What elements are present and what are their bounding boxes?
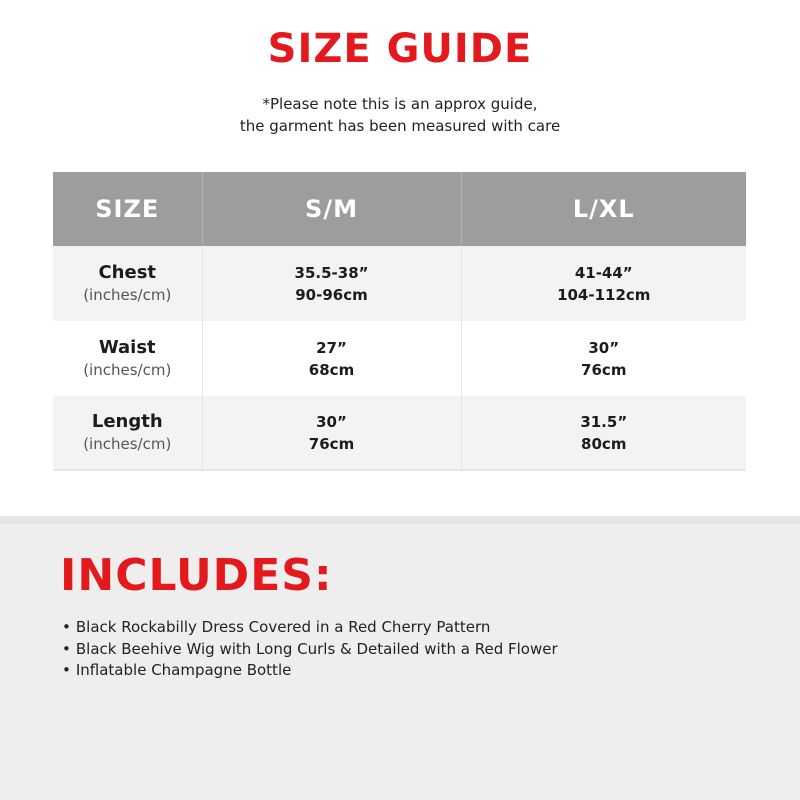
sm-cell <box>202 321 461 396</box>
bullet-icon: • <box>62 639 71 658</box>
measure-cm: 90-96cm <box>295 285 368 304</box>
size-note-line: *Please note this is an approx guide, <box>262 95 538 113</box>
list-item <box>62 639 558 661</box>
row-label-cell <box>53 396 202 470</box>
table-header-row <box>53 172 746 246</box>
size-table <box>53 172 746 471</box>
measure-cm: 68cm <box>308 360 355 379</box>
row-unit: (inches/cm) <box>83 360 172 379</box>
list-item <box>62 660 558 682</box>
measure-inches: 30” <box>316 412 347 431</box>
measure-cm: 76cm <box>308 434 355 453</box>
sm-cell <box>202 396 461 470</box>
row-label-cell <box>53 321 202 396</box>
measure-cm: 80cm <box>581 434 627 453</box>
measure-cm: 104-112cm <box>557 285 651 304</box>
sm-cell <box>202 246 461 321</box>
list-item-text: Black Beehive Wig with Long Curls & Detailed with a Red Flower <box>75 639 558 658</box>
size-note <box>0 93 800 137</box>
row-unit: (inches/cm) <box>83 434 172 453</box>
size-note-line: the garment has been measured with care <box>239 117 561 135</box>
page-title: SIZE GUIDE <box>267 26 533 72</box>
measure-inches: 41-44” <box>574 263 633 282</box>
row-label: Waist <box>98 336 156 358</box>
measure-inches: 30” <box>588 338 620 357</box>
row-label: Chest <box>98 261 157 283</box>
row-label-cell <box>53 246 202 321</box>
table-row <box>53 396 746 470</box>
list-item-text: Inflatable Champagne Bottle <box>75 661 292 679</box>
row-label: Length <box>91 410 163 432</box>
row-unit: (inches/cm) <box>83 285 172 304</box>
table-row <box>53 246 746 321</box>
column-header-sm: S/M <box>202 172 461 246</box>
lxl-cell <box>461 321 746 396</box>
measure-inches: 31.5” <box>580 412 628 431</box>
column-header-lxl: L/XL <box>461 172 746 246</box>
includes-list <box>62 617 558 682</box>
measure-cm: 76cm <box>581 360 627 379</box>
lxl-cell <box>461 246 746 321</box>
table-row <box>53 321 746 396</box>
lxl-cell <box>461 396 746 470</box>
includes-section <box>0 516 800 800</box>
list-item-text: Black Rockabilly Dress Covered in a Red Cherry Pattern <box>75 618 491 636</box>
bullet-icon: • <box>62 661 71 679</box>
list-item <box>62 617 558 639</box>
measure-inches: 35.5-38” <box>294 263 369 282</box>
includes-title: INCLUDES: <box>60 550 333 601</box>
measure-inches: 27” <box>316 338 347 357</box>
column-header-size: SIZE <box>53 172 202 246</box>
bullet-icon: • <box>62 618 71 636</box>
